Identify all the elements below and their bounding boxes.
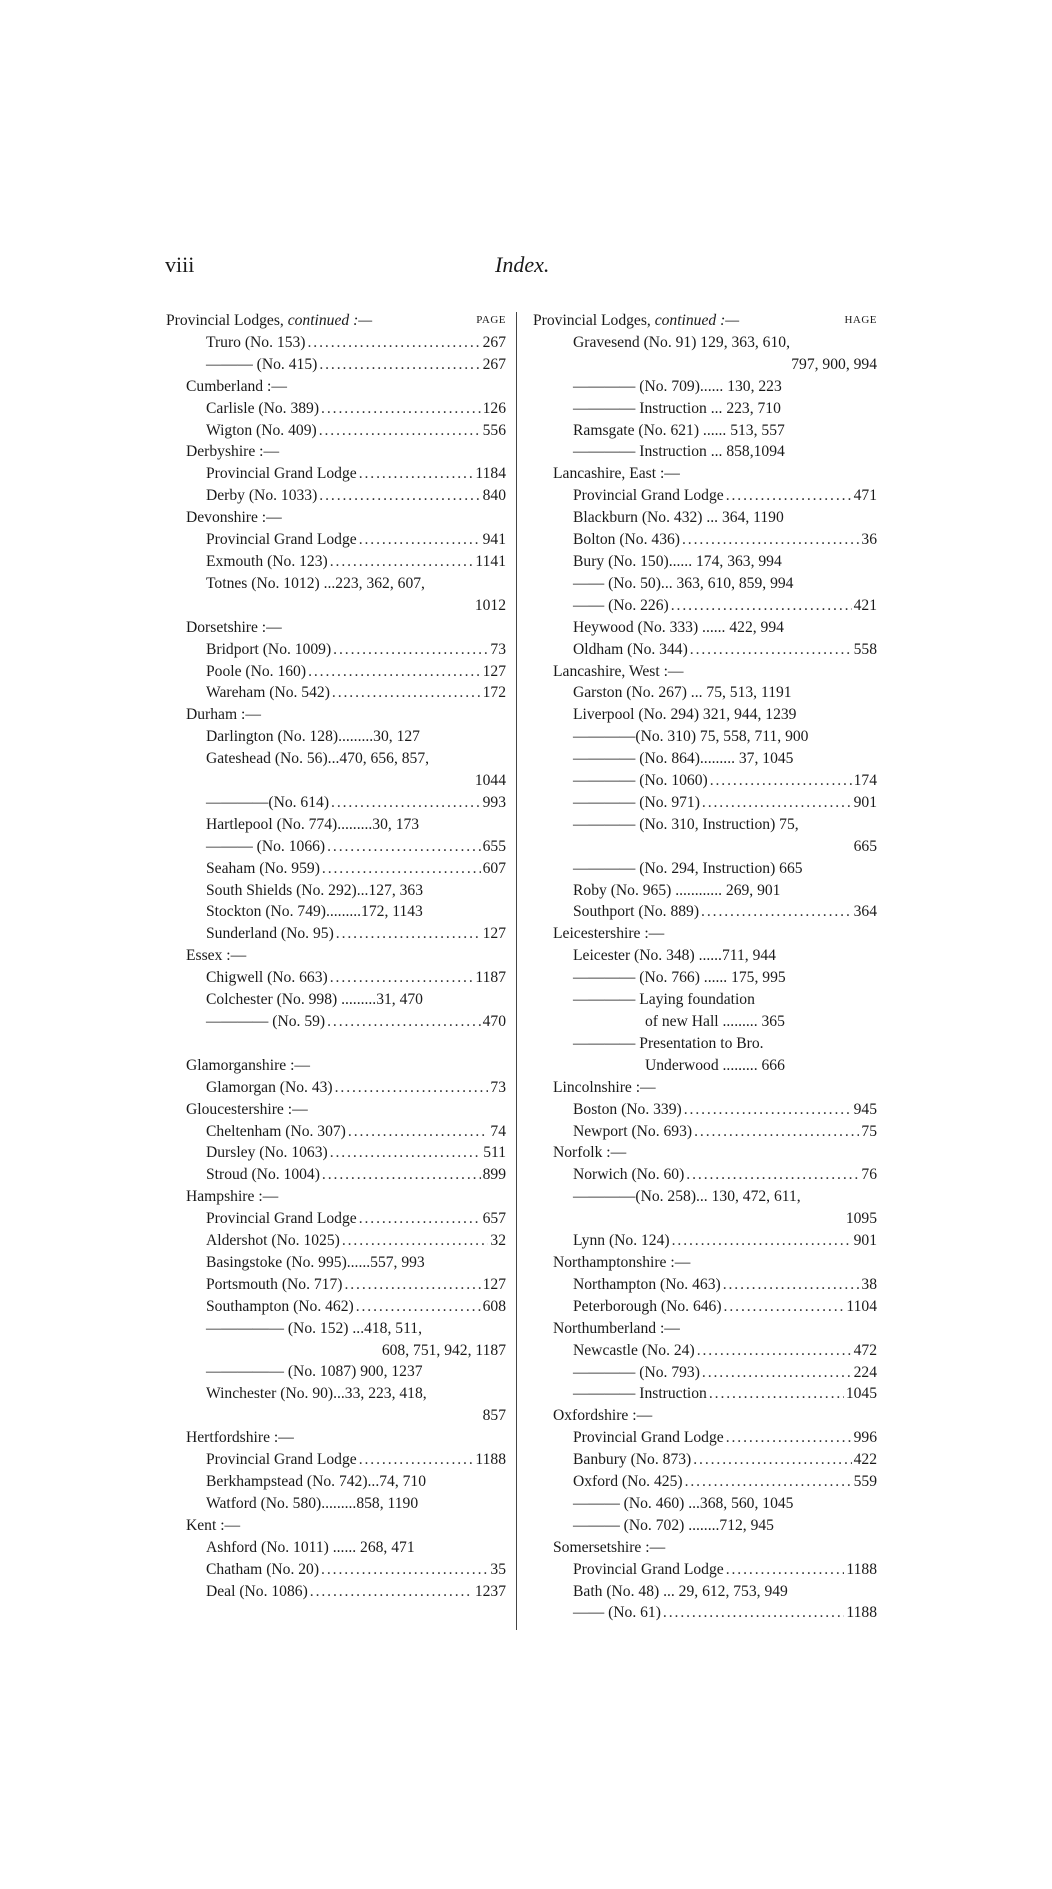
- index-entry: [166, 1142, 506, 1164]
- entry-pages: 558: [853, 640, 877, 658]
- entry-name: Exmouth (No. 123): [206, 552, 328, 570]
- entry-pages: 267: [482, 333, 506, 351]
- index-entry: [166, 463, 506, 485]
- index-entry: [533, 770, 877, 792]
- page-column-label: HAGE: [844, 314, 877, 326]
- index-entry: ———— (No. 310, Instruction) 75,: [573, 815, 799, 833]
- leader-dots: [359, 1449, 474, 1471]
- leader-dots: [327, 836, 481, 858]
- entry-pages: 127: [482, 1275, 506, 1293]
- entry-name: Truro (No. 153): [206, 333, 306, 351]
- leader-dots: [726, 485, 852, 507]
- entry-pages: 472: [853, 1341, 877, 1359]
- index-column-left: [166, 310, 506, 1602]
- index-entry: [166, 529, 506, 551]
- index-entry: ——— (No. 460) ...368, 560, 1045: [573, 1494, 794, 1512]
- entry-name: Provincial Grand Lodge: [573, 487, 724, 505]
- county-heading: Oxfordshire :—: [553, 1407, 653, 1425]
- leader-dots: [686, 1164, 859, 1186]
- entry-name: Dursley (No. 1063): [206, 1144, 328, 1162]
- entry-name: ———— (No. 793): [573, 1363, 700, 1381]
- entry-pages: 127: [482, 925, 506, 943]
- entry-pages: 559: [853, 1473, 877, 1491]
- index-entry: Watford (No. 580).........858, 1190: [206, 1494, 419, 1512]
- leader-dots: [321, 398, 481, 420]
- page-header: [165, 252, 885, 282]
- entry-name: Oldham (No. 344): [573, 640, 688, 658]
- index-entry: [533, 1427, 877, 1449]
- entry-name: ——— (No. 1066): [206, 837, 326, 855]
- index-continuation: 797, 900, 994: [791, 355, 877, 373]
- entry-pages: 470: [482, 1013, 506, 1030]
- leader-dots: [348, 1121, 489, 1143]
- section-heading: [533, 310, 877, 332]
- index-entry: Gateshead (No. 56)...470, 656, 857,: [206, 750, 430, 768]
- entry-pages: 267: [482, 355, 506, 373]
- index-entry: [166, 420, 506, 442]
- entry-pages: 421: [853, 596, 877, 614]
- leader-dots: [319, 354, 480, 376]
- county-heading: Lancashire, West :—: [553, 662, 684, 680]
- county-heading: Cumberland :—: [186, 377, 287, 395]
- entry-pages: 174: [853, 772, 877, 790]
- entry-pages: 35: [490, 1560, 506, 1578]
- county-heading: Glamorganshire :—: [186, 1056, 311, 1074]
- index-entry: [533, 1296, 877, 1318]
- entry-name: ———— (No. 59): [206, 1013, 326, 1030]
- entry-name: ————(No. 614): [206, 793, 330, 811]
- index-entry: [166, 661, 506, 683]
- index-entry: Colchester (No. 998) .........31, 470: [206, 991, 423, 1009]
- index-continuation: of new Hall ......... 365: [645, 1013, 785, 1030]
- entry-pages: 1104: [846, 1297, 877, 1315]
- index-entry: Basingstoke (No. 995)......557, 993: [206, 1253, 425, 1271]
- index-entry: [533, 485, 877, 507]
- index-entry: ———— Presentation to Bro.: [573, 1034, 764, 1052]
- index-entry: Totnes (No. 1012) ...223, 362, 607,: [206, 574, 425, 592]
- entry-pages: 74: [490, 1122, 506, 1140]
- entry-pages: 172: [482, 684, 506, 702]
- leader-dots: [330, 967, 474, 989]
- index-entry: ————— (No. 152) ...418, 511,: [206, 1319, 422, 1337]
- page-column-label: PAGE: [476, 314, 506, 326]
- index-entry: ———— Instruction ... 223, 710: [573, 399, 781, 417]
- entry-pages: 1184: [475, 465, 506, 483]
- entry-name: Sunderland (No. 95): [206, 925, 334, 943]
- index-entry: [166, 1208, 506, 1230]
- heading-text: Provincial Lodges, continued :—: [533, 312, 740, 329]
- entry-name: Aldershot (No. 1025): [206, 1232, 340, 1250]
- index-entry: Stockton (No. 749).........172, 1143: [206, 903, 423, 921]
- index-entry: [166, 354, 506, 376]
- entry-name: Provincial Grand Lodge: [206, 531, 357, 549]
- leader-dots: [321, 1559, 488, 1581]
- county-heading: Leicestershire :—: [553, 925, 665, 943]
- index-continuation: 608, 751, 942, 1187: [381, 1341, 506, 1359]
- index-continuation: Underwood ......... 666: [645, 1056, 785, 1074]
- leader-dots: [342, 1230, 489, 1252]
- index-entry: Bury (No. 150)...... 174, 363, 994: [573, 552, 782, 570]
- index-entry: [533, 639, 877, 661]
- entry-name: Deal (No. 1086): [206, 1582, 308, 1600]
- index-entry: Leicester (No. 348) ......711, 944: [573, 947, 776, 965]
- heading-continued: continued :—: [654, 312, 740, 329]
- entry-name: Newcastle (No. 24): [573, 1341, 695, 1359]
- heading-text: Provincial Lodges, continued :—: [166, 312, 373, 329]
- index-entry: ————(No. 258)... 130, 472, 611,: [573, 1188, 801, 1206]
- index-entry: [166, 792, 506, 814]
- leader-dots: [685, 1471, 852, 1493]
- index-entry: Heywood (No. 333) ...... 422, 994: [573, 618, 784, 636]
- leader-dots: [333, 639, 488, 661]
- entry-pages: 945: [853, 1100, 877, 1118]
- leader-dots: [702, 1362, 852, 1384]
- index-entry: [166, 1164, 506, 1186]
- index-entry: [533, 1362, 877, 1384]
- county-heading: Hertfordshire :—: [186, 1429, 294, 1447]
- index-entry: ——— (No. 702) ........712, 945: [573, 1516, 774, 1534]
- entry-pages: 608: [482, 1297, 506, 1315]
- entry-name: Norwich (No. 60): [573, 1166, 685, 1184]
- index-entry: ———— (No. 766) ...... 175, 995: [573, 969, 786, 987]
- index-entry: Blackburn (No. 432) ... 364, 1190: [573, 509, 784, 527]
- index-entry: [533, 1449, 877, 1471]
- entry-name: Oxford (No. 425): [573, 1473, 683, 1491]
- blank-line: [166, 1033, 506, 1055]
- index-entry: ———— (No. 294, Instruction) 665: [573, 859, 803, 877]
- leader-dots: [726, 1427, 852, 1449]
- index-entry: —— (No. 50)... 363, 610, 859, 994: [573, 574, 794, 592]
- entry-pages: 511: [483, 1144, 506, 1162]
- leader-dots: [331, 792, 481, 814]
- index-entry: ———— Laying foundation: [573, 991, 755, 1009]
- entry-name: Chigwell (No. 663): [206, 969, 328, 987]
- entry-name: Poole (No. 160): [206, 662, 307, 680]
- entry-name: Northampton (No. 463): [573, 1275, 721, 1293]
- index-entry: [166, 1559, 506, 1581]
- entry-pages: 607: [482, 859, 506, 877]
- index-entry: Liverpool (No. 294) 321, 944, 1239: [573, 706, 797, 724]
- leader-dots: [726, 1559, 845, 1581]
- column-divider: [516, 312, 517, 1630]
- leader-dots: [693, 1449, 851, 1471]
- index-entry: [166, 967, 506, 989]
- entry-name: ——— (No. 415): [206, 355, 318, 373]
- county-heading: Hampshire :—: [186, 1188, 279, 1206]
- county-heading: Lancashire, East :—: [553, 465, 680, 483]
- entry-pages: 840: [482, 487, 506, 505]
- county-heading: Kent :—: [186, 1516, 241, 1534]
- leader-dots: [724, 1296, 845, 1318]
- index-entry: Hartlepool (No. 774).........30, 173: [206, 815, 420, 833]
- index-entry: ————— (No. 1087) 900, 1237: [206, 1363, 423, 1381]
- leader-dots: [710, 770, 852, 792]
- index-entry: [533, 1099, 877, 1121]
- entry-pages: 422: [853, 1451, 877, 1469]
- index-entry: [533, 1230, 877, 1252]
- entry-pages: 996: [853, 1429, 877, 1447]
- index-entry: Roby (No. 965) ............ 269, 901: [573, 881, 781, 899]
- county-heading: Northumberland :—: [553, 1319, 680, 1337]
- entry-pages: 655: [482, 837, 506, 855]
- leader-dots: [697, 1340, 852, 1362]
- entry-pages: 224: [853, 1363, 877, 1381]
- index-entry: [533, 901, 877, 923]
- entry-pages: 1188: [846, 1560, 877, 1578]
- leader-dots: [327, 1011, 481, 1033]
- entry-name: Newport (No. 693): [573, 1122, 693, 1140]
- index-entry: [533, 1274, 877, 1296]
- leader-dots: [308, 661, 481, 683]
- entry-pages: 899: [482, 1166, 506, 1184]
- entry-pages: 75: [861, 1122, 877, 1140]
- leader-dots: [684, 1099, 852, 1121]
- index-entry: ———— (No. 864)......... 37, 1045: [573, 750, 794, 768]
- index-entry: [533, 529, 877, 551]
- entry-pages: 127: [482, 662, 506, 680]
- index-entry: [533, 1471, 877, 1493]
- index-entry: [166, 858, 506, 880]
- county-heading: Devonshire :—: [186, 509, 282, 527]
- entry-name: Provincial Grand Lodge: [573, 1560, 724, 1578]
- index-entry: South Shields (No. 292)...127, 363: [206, 881, 424, 899]
- leader-dots: [335, 1077, 489, 1099]
- leader-dots: [671, 595, 852, 617]
- leader-dots: [694, 1121, 859, 1143]
- index-continuation: 857: [482, 1407, 506, 1425]
- leader-dots: [701, 901, 852, 923]
- entry-name: Carlisle (No. 389): [206, 399, 320, 417]
- entry-pages: 657: [482, 1210, 506, 1228]
- entry-name: Boston (No. 339): [573, 1100, 682, 1118]
- index-entry: [166, 1449, 506, 1471]
- entry-name: Wareham (No. 542): [206, 684, 330, 702]
- county-heading: Gloucestershire :—: [186, 1100, 308, 1118]
- index-entry: [166, 1296, 506, 1318]
- leader-dots: [359, 1208, 481, 1230]
- entry-pages: 73: [490, 1078, 506, 1096]
- index-entry: Bath (No. 48) ... 29, 612, 753, 949: [573, 1582, 788, 1600]
- index-entry: ———— Instruction ... 858,1094: [573, 443, 785, 461]
- index-entry: [166, 1077, 506, 1099]
- index-column-right: [533, 310, 877, 1624]
- index-entry: [533, 595, 877, 617]
- entry-name: Peterborough (No. 646): [573, 1297, 722, 1315]
- index-entry: [533, 792, 877, 814]
- county-heading: Northamptonshire :—: [553, 1253, 691, 1271]
- entry-pages: 993: [482, 793, 506, 811]
- entry-pages: 1045: [845, 1385, 877, 1403]
- entry-pages: 38: [861, 1275, 877, 1293]
- index-entry: [166, 1230, 506, 1252]
- leader-dots: [336, 923, 481, 945]
- entry-pages: 76: [861, 1166, 877, 1184]
- leader-dots: [682, 529, 859, 551]
- index-entry: [166, 485, 506, 507]
- index-entry: Darlington (No. 128).........30, 127: [206, 728, 420, 746]
- index-entry: [166, 1011, 506, 1033]
- entry-pages: 1188: [846, 1604, 877, 1622]
- entry-name: Banbury (No. 873): [573, 1451, 692, 1469]
- index-entry: [166, 1581, 506, 1603]
- entry-pages: 901: [853, 1232, 877, 1250]
- leader-dots: [359, 463, 474, 485]
- leader-dots: [322, 1164, 481, 1186]
- index-entry: [533, 1602, 877, 1624]
- leader-dots: [319, 420, 481, 442]
- index-entry: [166, 923, 506, 945]
- leader-dots: [723, 1274, 860, 1296]
- entry-pages: 556: [482, 421, 506, 439]
- index-entry: Gravesend (No. 91) 129, 363, 610,: [573, 333, 790, 351]
- county-heading: Essex :—: [186, 947, 247, 965]
- county-heading: Derbyshire :—: [186, 443, 280, 461]
- index-entry: [533, 1121, 877, 1143]
- entry-name: Portsmouth (No. 717): [206, 1275, 343, 1293]
- index-entry: Winchester (No. 90)...33, 223, 418,: [206, 1385, 427, 1403]
- entry-name: Southport (No. 889): [573, 903, 700, 921]
- entry-name: —— (No. 226): [573, 596, 669, 614]
- index-entry: [166, 639, 506, 661]
- entry-name: Provincial Grand Lodge: [206, 465, 357, 483]
- entry-name: Provincial Grand Lodge: [573, 1429, 724, 1447]
- entry-name: Bridport (No. 1009): [206, 640, 332, 658]
- index-entry: [166, 332, 506, 354]
- heading-continued: continued :—: [287, 312, 373, 329]
- entry-name: Cheltenham (No. 307): [206, 1122, 346, 1140]
- entry-name: Derby (No. 1033): [206, 487, 318, 505]
- entry-name: —— (No. 61): [573, 1604, 661, 1622]
- entry-name: Bolton (No. 436): [573, 531, 680, 549]
- leader-dots: [330, 1142, 481, 1164]
- entry-pages: 36: [861, 531, 877, 549]
- entry-name: Southampton (No. 462): [206, 1297, 354, 1315]
- entry-name: Provincial Grand Lodge: [206, 1210, 357, 1228]
- entry-name: Provincial Grand Lodge: [206, 1451, 357, 1469]
- index-entry: [166, 682, 506, 704]
- county-heading: Lincolnshire :—: [553, 1078, 656, 1096]
- leader-dots: [690, 639, 852, 661]
- index-entry: [166, 1121, 506, 1143]
- leader-dots: [344, 1274, 480, 1296]
- page-folio: viii: [165, 252, 195, 277]
- entry-name: ———— Instruction: [573, 1385, 707, 1403]
- index-entry: [166, 398, 506, 420]
- entry-pages: 1188: [475, 1451, 506, 1469]
- leader-dots: [322, 858, 481, 880]
- entry-name: Seaham (No. 959): [206, 859, 320, 877]
- leader-dots: [332, 682, 481, 704]
- index-continuation: 665: [853, 837, 877, 855]
- index-entry: [166, 1274, 506, 1296]
- index-entry: [166, 551, 506, 573]
- index-entry: ———— (No. 709)...... 130, 223: [573, 377, 782, 395]
- index-entry: [533, 1340, 877, 1362]
- leader-dots: [359, 529, 481, 551]
- entry-pages: 1141: [475, 552, 506, 570]
- county-heading: Durham :—: [186, 706, 261, 724]
- leader-dots: [356, 1296, 481, 1318]
- entry-pages: 73: [490, 640, 506, 658]
- leader-dots: [310, 1581, 473, 1603]
- running-title: Index.: [495, 252, 550, 277]
- leader-dots: [709, 1383, 844, 1405]
- index-entry: [533, 1383, 877, 1405]
- index-continuation: 1012: [474, 596, 506, 614]
- index-entry: Garston (No. 267) ... 75, 513, 1191: [573, 684, 792, 702]
- entry-name: Chatham (No. 20): [206, 1560, 320, 1578]
- entry-pages: 126: [482, 399, 506, 417]
- leader-dots: [319, 485, 480, 507]
- index-entry: [533, 1559, 877, 1581]
- entry-name: Glamorgan (No. 43): [206, 1078, 333, 1096]
- entry-pages: 471: [853, 487, 877, 505]
- county-heading: Somersetshire :—: [553, 1538, 666, 1556]
- entry-name: Wigton (No. 409): [206, 421, 317, 439]
- county-heading: Norfolk :—: [553, 1144, 627, 1162]
- entry-name: Lynn (No. 124): [573, 1232, 670, 1250]
- entry-name: Stroud (No. 1004): [206, 1166, 320, 1184]
- entry-pages: 1187: [475, 969, 506, 987]
- index-continuation: 1044: [474, 772, 506, 790]
- entry-name: ———— (No. 1060): [573, 772, 708, 790]
- section-heading: [166, 310, 506, 332]
- index-entry: [533, 1164, 877, 1186]
- leader-dots: [663, 1602, 844, 1624]
- index-entry: Berkhampstead (No. 742)...74, 710: [206, 1473, 427, 1491]
- entry-pages: 364: [853, 903, 877, 921]
- leader-dots: [330, 551, 474, 573]
- entry-pages: 1237: [474, 1582, 506, 1600]
- index-entry: [166, 836, 506, 858]
- index-entry: Ramsgate (No. 621) ...... 513, 557: [573, 421, 785, 439]
- leader-dots: [308, 332, 481, 354]
- entry-name: ———— (No. 971): [573, 793, 700, 811]
- index-entry: ————(No. 310) 75, 558, 711, 900: [573, 728, 809, 746]
- entry-pages: 901: [853, 793, 877, 811]
- index-continuation: 1095: [845, 1210, 877, 1228]
- leader-dots: [702, 792, 852, 814]
- county-heading: Dorsetshire :—: [186, 618, 282, 636]
- entry-pages: 32: [490, 1232, 506, 1250]
- leader-dots: [672, 1230, 852, 1252]
- entry-pages: 941: [482, 531, 506, 549]
- index-entry: Ashford (No. 1011) ...... 268, 471: [206, 1538, 415, 1556]
